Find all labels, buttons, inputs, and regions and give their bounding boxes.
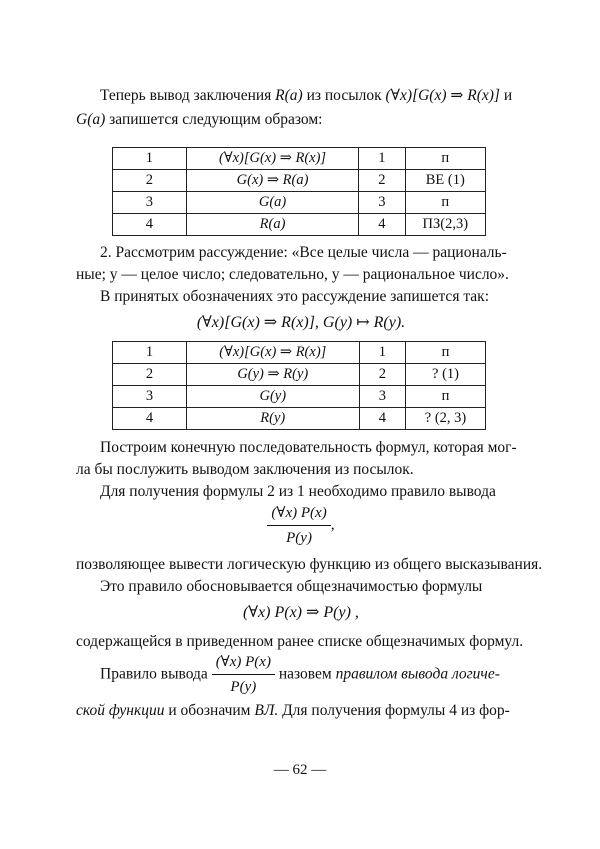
math-G-a: G(a): [76, 111, 106, 128]
table-cell: 4: [113, 214, 187, 236]
paragraph-5: Для получения формулы 2 из 1 необходимо правило вывода: [100, 483, 496, 500]
paragraph-1-line-2: [76, 108, 526, 131]
table-cell: п: [406, 386, 486, 408]
paragraph-2-line-2: ные; y — целое число; следовательно, y — рациональное число».: [76, 266, 509, 283]
table-cell: R(y): [186, 408, 359, 430]
text: из посылок: [306, 87, 382, 104]
paragraph-2-line-1: 2. Рассмотрим рассуждение: «Все целые числа — рациональ-: [100, 244, 507, 261]
table-cell: G(y): [186, 386, 359, 408]
paragraph-7: Это правило обосновывается общезначимостью формулы: [100, 578, 483, 595]
fraction-rule-display: [76, 503, 526, 548]
text: Правило вывода: [100, 665, 208, 683]
table-cell: 1: [359, 342, 405, 364]
table-row: [113, 408, 486, 430]
table-cell: 4: [113, 408, 187, 430]
italic-term: правилом вывода логиче-: [335, 665, 500, 683]
table-cell: ПЗ(2,3): [405, 214, 485, 236]
table-cell: 2: [113, 364, 187, 386]
derivation-table-2: [112, 341, 486, 430]
table-cell: 3: [113, 192, 187, 214]
fraction-denominator: P(y): [230, 679, 257, 695]
text: и: [503, 87, 513, 104]
text: назовем: [278, 665, 332, 683]
table-row: [113, 386, 486, 408]
paragraph-9-line-2: [76, 699, 526, 722]
table-cell: п: [406, 342, 486, 364]
table-cell: 1: [113, 342, 187, 364]
table-cell: 3: [113, 386, 187, 408]
formula-2: (∀x) P(x) ⇒ P(y) ,: [243, 604, 359, 621]
table-cell: 3: [359, 192, 405, 214]
paragraph-1-line-1: [76, 84, 526, 107]
paragraph-8: содержащейся в приведенном ранее списке общезначимых формул.: [76, 633, 524, 650]
math-R-a: R(a): [275, 87, 303, 104]
comma: ,: [330, 516, 335, 534]
table-row: [113, 342, 486, 364]
table-cell: 1: [113, 148, 187, 170]
table-cell: G(a): [186, 192, 358, 214]
fraction-denominator: P(y): [286, 530, 312, 546]
text: запишется следующим образом:: [109, 111, 323, 128]
text: Для получения формулы 4 из фор-: [282, 702, 510, 719]
table-cell: 4: [359, 408, 405, 430]
paragraph-4-line-1: Построим конечную последовательность формул, которая мог-: [100, 439, 517, 456]
table-cell: (∀x)[G(x) ⇒ R(x)]: [186, 342, 359, 364]
table-cell: п: [405, 192, 485, 214]
formula-centered: (∀x)[G(x) ⇒ R(x)], G(y) ↦ R(y).: [196, 314, 406, 331]
fraction-numerator: (∀x) P(x): [212, 652, 275, 675]
table-cell: п: [405, 148, 485, 170]
table-row: [113, 214, 486, 236]
table-row: [113, 148, 486, 170]
table-row: [113, 364, 486, 386]
text: и обозначим: [168, 702, 251, 719]
derivation-table-1: [112, 147, 486, 236]
fraction-numerator: (∀x) P(x): [267, 503, 330, 526]
page-number: — 62 —: [273, 762, 327, 778]
paragraph-9-line-1: [76, 652, 526, 700]
text: Теперь вывод заключения: [100, 87, 272, 104]
table-cell: 2: [113, 170, 187, 192]
table-cell: G(x) ⇒ R(a): [186, 170, 358, 192]
paragraph-6: позволяющее вывести логическую функцию из общего высказывания.: [76, 556, 543, 573]
table-cell: 4: [359, 214, 405, 236]
table-cell: ? (2, 3): [406, 408, 486, 430]
table-cell: ? (1): [406, 364, 486, 386]
formula-forall: (∀x)[G(x) ⇒ R(x)]: [385, 87, 500, 104]
table-row: [113, 192, 486, 214]
table-cell: 1: [359, 148, 405, 170]
table-cell: 3: [359, 386, 405, 408]
table-cell: R(a): [186, 214, 358, 236]
fraction: [267, 503, 330, 548]
table-row: [113, 170, 486, 192]
table-cell: ВЕ (1): [405, 170, 485, 192]
paragraph-3: В принятых обозначениях это рассуждение запишется так:: [100, 288, 489, 305]
italic-abbrev: ВЛ.: [254, 702, 279, 719]
table-cell: 2: [359, 170, 405, 192]
table-cell: G(y) ⇒ R(y): [186, 364, 359, 386]
table-cell: 2: [359, 364, 405, 386]
fraction-inline: [212, 652, 275, 697]
table-cell: (∀x)[G(x) ⇒ R(x)]: [186, 148, 358, 170]
paragraph-4-line-2: ла бы послужить выводом заключения из посылок.: [76, 461, 414, 478]
italic-term: ской функции: [76, 702, 165, 719]
